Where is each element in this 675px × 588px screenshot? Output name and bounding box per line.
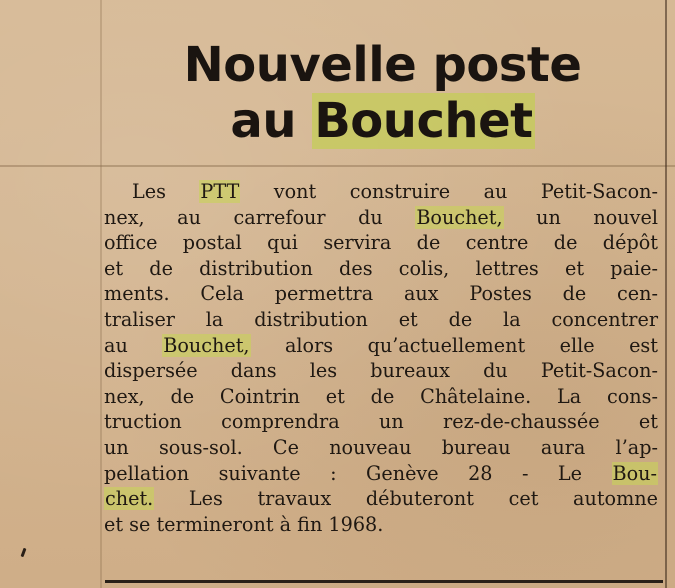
- article-line: [104, 333, 658, 359]
- article-line: dispersée dans les bureaux du Petit-Sacon-: [104, 359, 658, 383]
- article-line: office postal qui servira de centre de dépôt: [104, 231, 658, 255]
- article-line: traliser la distribution et de la concentrer: [104, 307, 658, 331]
- highlight-term: PTT: [200, 180, 240, 203]
- show-through-text-bottom: [120, 545, 660, 585]
- highlight-term: Bouchet,: [416, 205, 503, 229]
- show-through-text-top: [170, 0, 670, 40]
- article-line: [104, 179, 658, 205]
- headline-prefix: au: [230, 93, 313, 149]
- line-text: Les: [132, 180, 200, 203]
- line-text: Les travaux débuteront cet automne: [154, 487, 658, 511]
- paper-fold-horizontal: [0, 165, 675, 167]
- highlight-term: Bouchet,: [163, 333, 250, 357]
- highlight-term: chet.: [105, 487, 154, 511]
- article-body: [104, 179, 658, 537]
- article-line: ments. Cela permettra aux Postes de cen-: [104, 282, 658, 306]
- article-line: truction comprendra un rez-de-chaussée et: [104, 410, 658, 434]
- article-line: un sous-sol. Ce nouveau bureau aura l’ap-: [104, 435, 658, 459]
- line-text: nex, au carrefour du: [104, 205, 416, 229]
- line-text: vont construire au Petit-Sacon-: [240, 180, 658, 203]
- article-line: [104, 205, 658, 231]
- line-text: pellation suivante : Genève 28 - Le: [104, 461, 612, 485]
- line-text: un nouvel: [503, 205, 658, 229]
- headline: [100, 37, 665, 149]
- line-text: au: [104, 333, 163, 357]
- line-text: alors qu’actuellement elle est: [250, 333, 658, 357]
- article-line: [104, 486, 658, 512]
- headline-highlight: Bouchet: [314, 93, 533, 149]
- highlight-term: Bou-: [612, 461, 657, 485]
- ink-speck: [21, 548, 27, 557]
- article-line: nex, de Cointrin et de Châtelaine. La cons-: [104, 384, 658, 408]
- article-line: et se termineront à fin 1968.: [104, 512, 384, 536]
- section-rule: [105, 580, 663, 583]
- article-line: [104, 461, 658, 487]
- headline-line-1: Nouvelle poste: [183, 37, 582, 93]
- clipping-edge: [665, 0, 667, 588]
- article-line: et de distribution des colis, lettres et paie-: [104, 256, 658, 280]
- headline-line-2: [100, 93, 665, 149]
